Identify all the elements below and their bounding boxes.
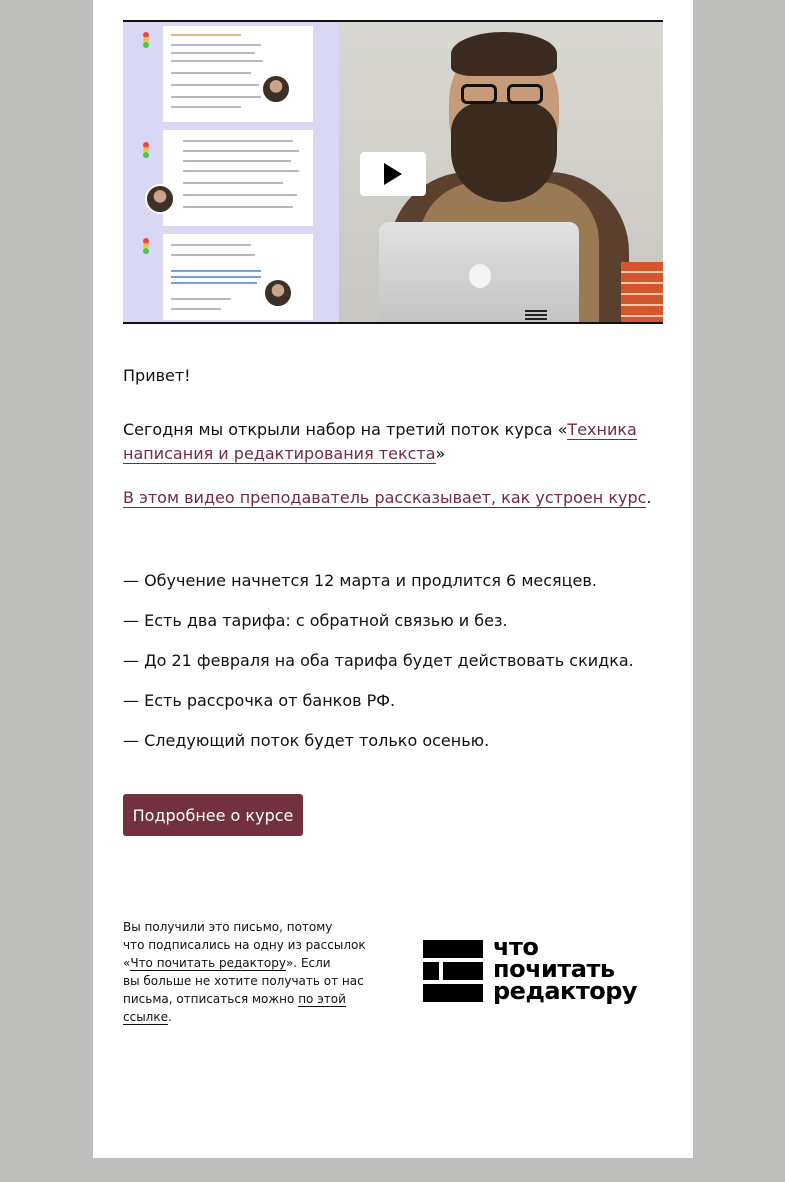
document-screenshot-panel: [123, 22, 339, 322]
brand-logo: [423, 933, 663, 1006]
play-icon: [384, 163, 402, 185]
apple-logo-icon: [469, 264, 491, 288]
footer-line: ». Если: [285, 956, 331, 970]
greeting: Привет!: [123, 366, 191, 385]
intro-paragraph: [123, 418, 663, 466]
laptop-image: [379, 222, 579, 322]
intro-text: Сегодня мы открыли набор на третий поток курса «: [123, 420, 568, 439]
list-item: — Следующий поток будет только осенью.: [123, 731, 490, 750]
brand-line: редактору: [493, 977, 638, 1005]
intro-quote-close: »: [435, 444, 446, 463]
video-link-period: .: [646, 488, 652, 507]
brand-wordmark: [493, 933, 638, 1005]
footer-period: .: [167, 1010, 172, 1024]
list-item: — До 21 февраля на оба тарифа будет действовать скидка.: [123, 651, 634, 670]
books-image: [621, 262, 663, 322]
list-item: — Есть два тарифа: с обратной связью и без.: [123, 611, 508, 630]
footer-line: вы больше не хотите получать от нас: [123, 974, 364, 988]
play-button[interactable]: [360, 152, 426, 196]
unsubscribe-link[interactable]: по этой ссылке: [123, 992, 346, 1024]
video-link-paragraph: [123, 486, 663, 510]
course-facts-list: [123, 570, 663, 770]
list-item: — Есть рассрочка от банков РФ.: [123, 691, 396, 710]
laptop-sticker: [525, 310, 547, 320]
footer-line: что подписались на одну из рассылок: [123, 938, 366, 952]
course-link[interactable]: Техника написания и редактирования текста: [123, 420, 637, 463]
video-thumbnail[interactable]: [123, 20, 663, 324]
footer-note: [123, 918, 383, 1026]
email-body: [93, 0, 693, 1158]
footer-quote-open: «: [123, 956, 131, 970]
footer-line: письма, отписаться можно: [123, 992, 299, 1006]
video-link[interactable]: В этом видео преподаватель рассказывает, как устроен курс: [123, 488, 647, 507]
brand-line: почитать: [493, 955, 615, 983]
newsletter-link[interactable]: Что почитать редактору: [130, 956, 286, 970]
course-details-button[interactable]: Подробнее о курсе: [123, 794, 303, 836]
brand-line: что: [493, 933, 539, 961]
footer-line: Вы получили это письмо, потому: [123, 920, 333, 934]
brand-bars-icon: [423, 940, 483, 1000]
list-item: — Обучение начнется 12 марта и продлится 6 месяцев.: [123, 571, 597, 590]
